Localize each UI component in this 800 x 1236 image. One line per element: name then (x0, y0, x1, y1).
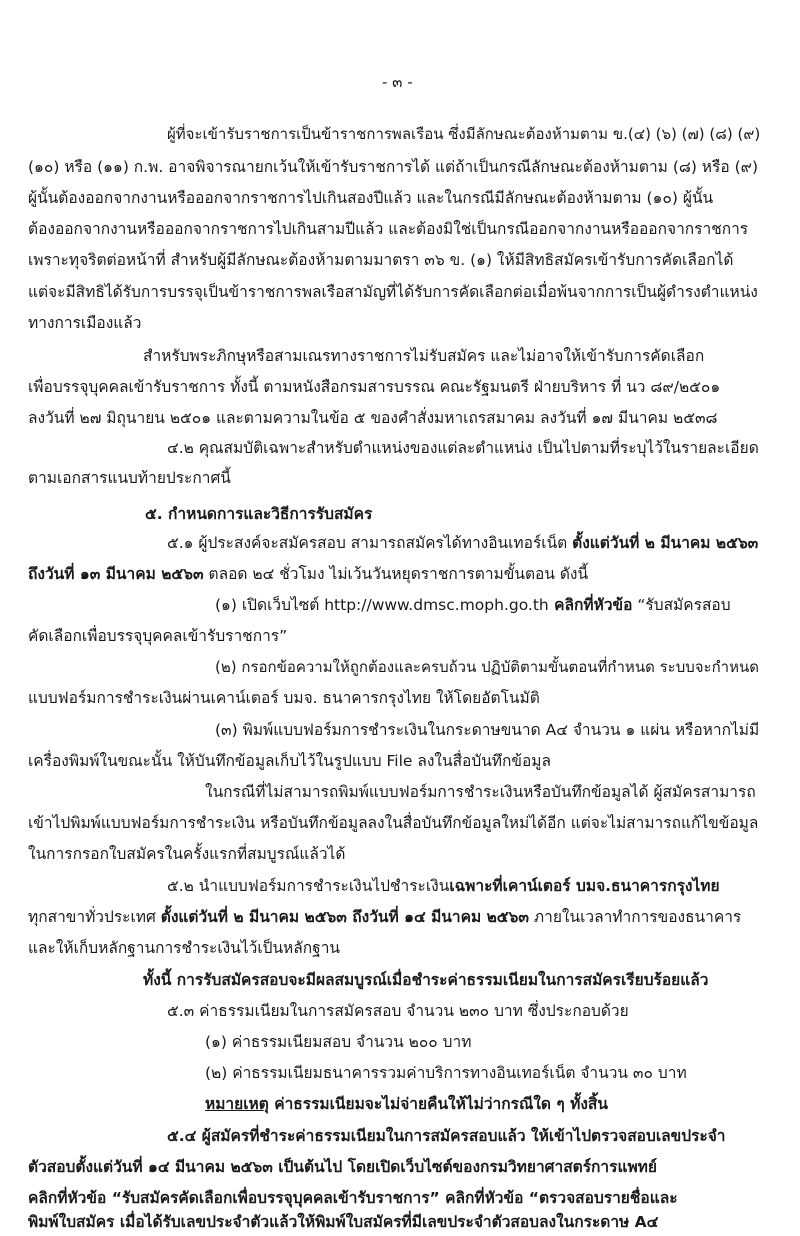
text-run: “รับสมัครสอบ (632, 596, 731, 614)
paragraph-line: ในการกรอกใบสมัครในครั้งแรกที่สมบูรณ์แล้วได้ (28, 845, 346, 863)
remark-label: หมายเหตุ (205, 1095, 269, 1113)
paragraph-line: ๕.๓ ค่าธรรมเนียมในการสมัครสอบ จำนวน ๒๓๐ บาท ซึ่งประกอบด้วย (167, 1002, 629, 1020)
text-run: ตลอด ๒๔ ชั่วโมง ไม่เว้นวันหยุดราชการตามขั้นตอน ดังนี้ (203, 565, 589, 583)
text-run: (๑) เปิดเว็บไซต์ (215, 596, 325, 614)
paragraph-line: ลงวันที่ ๒๗ มิถุนายน ๒๕๐๑ และตามความในข้อ ๕ ของคำสั่งมหาเถรสมาคม ลงวันที่ ๑๗ มีนาคม ๒๕๓๘ (28, 409, 718, 427)
page-number: - ๓ - (382, 73, 413, 91)
paragraph-line: ตามเอกสารแนบท้ายประกาศนี้ (28, 469, 231, 487)
text-run-bold: เฉพาะที่เคาน์เตอร์ บมจ.ธนาคารกรุงไทย (449, 877, 720, 895)
text-run-bold: ตั้งแต่วันที่ ๒ มีนาคม ๒๕๖๓ (572, 534, 759, 552)
step-line: (๓) พิมพ์แบบฟอร์มการชำระเงินในกระดาษขนาด A๔ จำนวน ๑ แผ่น หรือหากไม่มี (215, 721, 760, 739)
paragraph-line: ในกรณีที่ไม่สามารถพิมพ์แบบฟอร์มการชำระเงินหรือบันทึกข้อมูลได้ ผู้สมัครสามารถ (205, 783, 756, 801)
remark-line (205, 1094, 608, 1114)
paragraph-line: เข้าไปพิมพ์แบบฟอร์มการชำระเงิน หรือบันทึกข้อมูลลงในสื่อบันทึกข้อมูลใหม่ได้อีก แต่จะไม่สามารถแก้ไขข้อมูล (28, 814, 759, 832)
fee-item: (๑) ค่าธรรมเนียมสอบ จำนวน ๒๐๐ บาท (205, 1033, 472, 1051)
paragraph-line (28, 564, 588, 584)
paragraph-line: เพราะทุจริตต่อหน้าที่ สำหรับผู้มีลักษณะต้องห้ามตามมาตรา ๓๖ ข. (๑) ให้มีสิทธิสมัครเข้ารับการคัดเลือกได้ (28, 251, 734, 269)
text-run: ภายในเวลาทำการของธนาคาร (528, 908, 742, 926)
text-run-bold: ถึงวันที่ ๑๓ มีนาคม ๒๕๖๓ (28, 565, 204, 583)
paragraph-line: ผู้นั้นต้องออกจากงานหรือออกจากราชการไปเกินสองปีแล้ว และในกรณีมีลักษณะต้องห้ามตาม (๑๐) ผู้นั้น (28, 189, 714, 207)
step-line: แบบฟอร์มการชำระเงินผ่านเคาน์เตอร์ บมจ. ธนาคารกรุงไทย ให้โดยอัตโนมัติ (28, 689, 540, 707)
paragraph-line: ๔.๒ คุณสมบัติเฉพาะสำหรับตำแหน่งของแต่ละตำแหน่ง เป็นไปตามที่ระบุไว้ในรายละเอียด (167, 439, 759, 457)
step-line: เครื่องพิมพ์ในขณะนั้น ให้บันทึกข้อมูลเก็บไว้ในรูปแบบ File ลงในสื่อบันทึกข้อมูล (28, 752, 552, 770)
website-url: http://www.dmsc.moph.go.th (324, 596, 549, 614)
paragraph-line (167, 876, 720, 896)
text-run-bold: คลิกที่หัวข้อ (548, 596, 633, 614)
paragraph-line: ทางการเมืองแล้ว (28, 314, 142, 332)
text-run: ๕.๒ นำแบบฟอร์มการชำระเงินไปชำระเงิน (167, 877, 450, 895)
paragraph-line: เพื่อบรรจุบุคคลเข้ารับราชการ ทั้งนี้ ตามหนังสือกรมสารบรรณ คณะรัฐมนตรี ฝ่ายบริหาร ที่ นว ๘๙/๒๕๐๑ (28, 378, 721, 396)
step-line: คัดเลือกเพื่อบรรจุบุคคลเข้ารับราชการ” (28, 627, 288, 645)
text-run: ทุกสาขาทั่วประเทศ (28, 908, 161, 926)
paragraph-line: ๕.๔ ผู้สมัครที่ชำระค่าธรรมเนียมในการสมัครสอบแล้ว ให้เข้าไปตรวจสอบเลขประจำ (167, 1127, 726, 1145)
text-run: ๕.๑ ผู้ประสงค์จะสมัครสอบ สามารถสมัครได้ทางอินเทอร์เน็ต (167, 534, 573, 552)
step-line (215, 595, 731, 615)
step-line: (๒) กรอกข้อความให้ถูกต้องและครบถ้วน ปฏิบัติตามขั้นตอนที่กำหนด ระบบจะกำหนด (215, 658, 759, 676)
section-heading: ๕. กำหนดการและวิธีการรับสมัคร (145, 505, 373, 523)
paragraph-line: ตัวสอบตั้งแต่วันที่ ๑๔ มีนาคม ๒๕๖๓ เป็นต้นไป โดยเปิดเว็บไซต์ของกรมวิทยาศาสตร์การแพทย์ (28, 1158, 657, 1176)
paragraph-line: ผู้ที่จะเข้ารับราชการเป็นข้าราชการพลเรือน ซึ่งมีลักษณะต้องห้ามตาม ข.(๔) (๖) (๗) (๘) (๙) (167, 125, 761, 143)
paragraph-line: คลิกที่หัวข้อ “รับสมัครคัดเลือกเพื่อบรรจุบุคคลเข้ารับราชการ” คลิกที่หัวข้อ “ตรวจสอบรายชื่อและ (28, 1189, 678, 1207)
text-run-bold: ตั้งแต่วันที่ ๒ มีนาคม ๒๕๖๓ ถึงวันที่ ๑๔ มีนาคม ๒๕๖๓ (160, 908, 529, 926)
paragraph-line: สำหรับพระภิกษุหรือสามเณรทางราชการไม่รับสมัคร และไม่อาจให้เข้ารับการคัดเลือก (143, 347, 705, 365)
paragraph-line (28, 907, 741, 927)
paragraph-line: และให้เก็บหลักฐานการชำระเงินไว้เป็นหลักฐาน (28, 939, 341, 957)
fee-item: (๒) ค่าธรรมเนียมธนาคารรวมค่าบริการทางอินเทอร์เน็ต จำนวน ๓๐ บาท (205, 1064, 687, 1082)
remark-text: ค่าธรรมเนียมจะไม่จ่ายคืนให้ไม่ว่ากรณีใด ๆ ทั้งสิ้น (268, 1095, 608, 1113)
paragraph-line: ต้องออกจากงานหรือออกจากราชการไปเกินสามปีแล้ว และต้องมิใช่เป็นกรณีออกจากงานหรือออกจากราชการ (28, 220, 749, 238)
paragraph-line: พิมพ์ใบสมัคร เมื่อได้รับเลขประจำตัวแล้วให้พิมพ์ใบสมัครที่มีเลขประจำตัวสอบลงในกระดาษ A๔ (28, 1213, 659, 1231)
paragraph-line (167, 533, 758, 553)
emphasis-line: ทั้งนี้ การรับสมัครสอบจะมีผลสมบูรณ์เมื่อชำระค่าธรรมเนียมในการสมัครเรียบร้อยแล้ว (143, 971, 709, 989)
paragraph-line: (๑๐) หรือ (๑๑) ก.พ. อาจพิจารณายกเว้นให้เข้ารับราชการได้ แต่ถ้าเป็นกรณีลักษณะต้องห้ามตาม (๘) หรือ (๙) (28, 158, 759, 176)
paragraph-line: แต่จะมีสิทธิได้รับการบรรจุเป็นข้าราชการพลเรือสามัญที่ได้รับการคัดเลือกต่อเมื่อพ้นจากการเป็นผู้ดำรงตำแหน่ง (28, 283, 758, 301)
